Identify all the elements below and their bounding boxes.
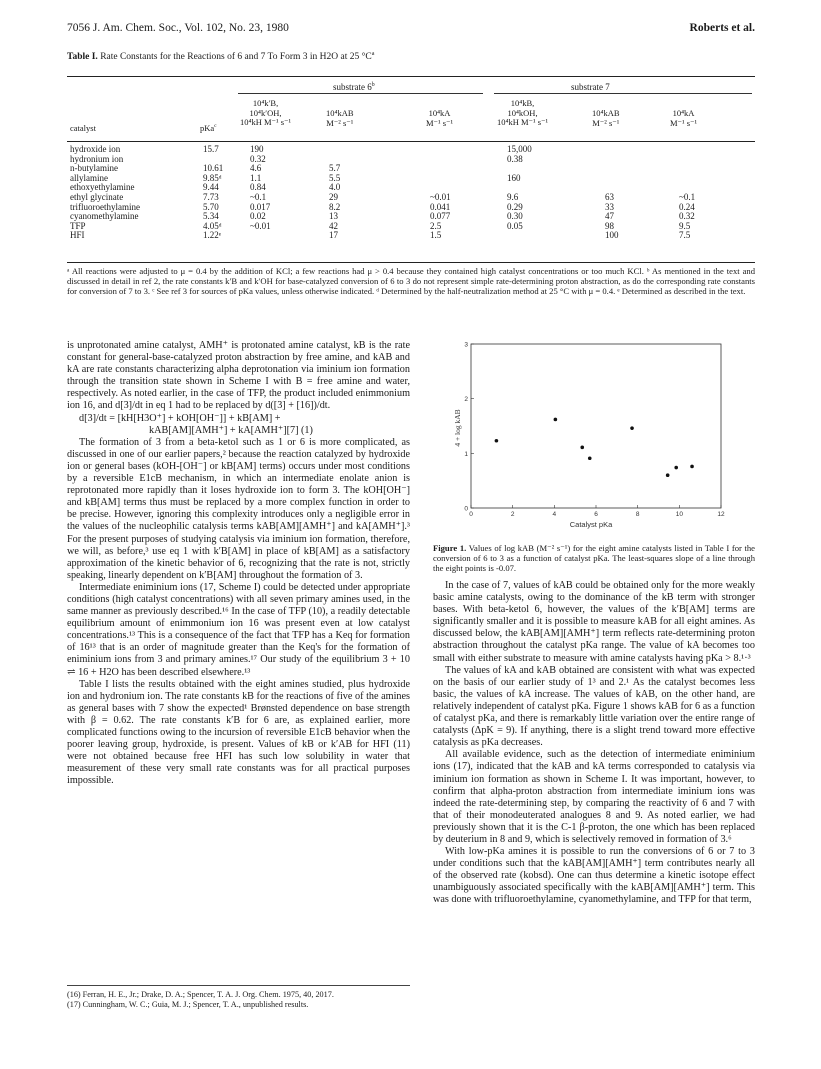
table-cell-pka: 5.34: [203, 211, 219, 222]
paragraph: Table I lists the results obtained with the eight amines studied, plus hydroxide ion and hydronium ion. The rate constants kB for the reactions of five of the amines as general bases with 7 show the expected¹ Brønsted dependence on base strength with β = 0.62. The rate constants k′B for 6 are, as explained earlier, more complicated functions owing to the incursion of reversible E1cB behavior when the poorer leaving group, hydroxide, is present. Values of kB or k′AB for HFI (11) were not obtained because free HFI has such low solubility in water that measurement of these very small rate constants was for all practical purposes impossible.: [67, 678, 410, 787]
figure-caption-text: Values of log kAB (M⁻² s⁻¹) for the eight amine catalysts listed in Table I for the conversion of 6 to 3 as a function of catalyst pKa. The least-squares slope of a line through the eight points is -0.07.: [433, 543, 755, 574]
table-cell-ka7: 0.32: [679, 211, 695, 222]
table-cell-kab6: 5.7: [329, 163, 341, 174]
data-point: [674, 466, 678, 470]
table-cell-ka6: 0.077: [430, 211, 451, 222]
paragraph: The formation of 3 from a beta-ketol such as 1 or 6 is more complicated, as discussed in one of our earlier papers,² because the reaction catalyzed by hydroxide ion or general bases (kOH-[OH⁻] or kB[AM] terms) occurs under most conditions by a reversible E1cB mechanism, in which an intermediate enolate anion is reprotonated more rapidly than it loses hydroxide ion to form 3. The kOH[OH⁻] and kB[AM] terms thus must be replaced by a more complex function in order to be precise. However, ignoring this complexity introduces only a negligible error in the values of the nucleophilic catalysis terms kAB[AM][AMH⁺] and kA[AMH⁺].³ For the present purposes of studying catalysis via iminium ion formation, therefore, we will, as before,³ use eq 1 with k′B[AM] in place of kB[AM] as a satisfactory approximation of the kinetic behavior of 6, recognizing that the rate is not, strictly speaking, linearly dependent on k′B[AM] throughout the formation of 3.: [67, 436, 410, 581]
table-cell-pka: 7.73: [203, 191, 219, 202]
table-cell-pka: 15.7: [203, 144, 219, 154]
data-point: [580, 446, 584, 450]
table-cell-kab7: 33: [605, 201, 614, 212]
y-tick-label: 3: [464, 342, 468, 349]
table-row: [67, 164, 755, 174]
table-caption: [67, 52, 375, 62]
x-tick-label: 12: [717, 511, 725, 518]
table-row: [67, 145, 755, 155]
journal-citation: 7056 J. Am. Chem. Soc., Vol. 102, No. 23, 1980: [67, 22, 289, 34]
table-top-rule: [67, 76, 755, 77]
table-bottom-rule: [67, 262, 755, 263]
table-cell-kab6: 17: [329, 230, 338, 241]
right-column: [433, 580, 755, 907]
table-cell-kab6: 5.5: [329, 172, 341, 183]
figure-caption-label: Figure 1.: [433, 543, 467, 553]
x-tick-label: 10: [675, 511, 683, 518]
table-cell-kb7: 0.29: [507, 201, 523, 212]
y-tick-label: 2: [464, 396, 468, 404]
table-cell-pka: 9.85ᵈ: [203, 172, 222, 183]
y-tick-label: 1: [464, 450, 468, 458]
table-cell-kab7: 98: [605, 220, 614, 231]
table-cell-ka6: 0.041: [430, 201, 451, 212]
reference-16: (16) Ferran, H. E., Jr.; Drake, D. A.; Spencer, T. A. J. Org. Chem. 1975, 40, 2017.: [67, 990, 334, 999]
x-tick-label: 4: [552, 511, 557, 518]
plot-frame: [471, 344, 721, 508]
table-cell-kb7: 0.38: [507, 153, 523, 164]
paragraph: All available evidence, such as the detection of intermediate eniminium ions (17), indicated that the kAB and kA terms corresponded to catalysis via iminium ion formation as shown in Scheme I. It was important, however, to confirm that alpha-proton abstraction from intermediate iminium ions was indeed the rate-determining step, by comparing the reactivity of 6 and 7 with that of their monodeuterated analogues 8 and 9. As noted earlier, we had previously shown that it is the C-1 β-proton, the one which has been replaced by deuterium in 8 and 9, which is selectively removed in formation of 3.⁶: [433, 749, 755, 845]
x-tick-label: 0: [469, 511, 473, 518]
table-cell-cat: cyanomethylamine: [70, 211, 139, 222]
table-cell-cat: HFI: [70, 230, 85, 241]
table-cell-kab6: 4.0: [329, 182, 341, 193]
group-header-substrate-7: substrate 7: [571, 82, 610, 92]
table-cell-kb6: 1.1: [250, 172, 262, 183]
table-cell-cat: TFP: [70, 220, 86, 231]
paragraph: With low-pKa amines it is possible to run the conversions of 6 or 7 to 3 under conditions such that the kAB[AM][AMH⁺] term contributes nearly all of the observed rate (kobsd). One can thus determine a kinetic isotope effect unambiguously associated specifically with the kAB[AM][AMH⁺] term. This was done with trifluoroethylamine, cyanomethylamine, and TFP for that term,: [433, 846, 755, 906]
reference-17: (17) Cunningham, W. C.; Guia, M. J.; Spencer, T. A., unpublished results.: [67, 999, 309, 1009]
table-cell-pka: 5.70: [203, 201, 219, 212]
table-caption-text: Rate Constants for the Reactions of 6 and 7 To Form 3 in H2O at 25 °C: [100, 52, 372, 62]
left-column: [67, 340, 410, 787]
table-cell-kb6: 4.6: [250, 163, 262, 174]
table-cell-ka6: 1.5: [430, 230, 442, 241]
table-row: [67, 174, 755, 184]
table-cell-kab6: 13: [329, 211, 338, 222]
col-header-catalyst: catalyst: [70, 123, 96, 133]
table-cell-cat: allylamine: [70, 172, 108, 183]
table-cell-pka: 9.44: [203, 182, 219, 193]
data-point: [690, 465, 694, 469]
table-row: [67, 212, 755, 222]
table-cell-kb6: 0.02: [250, 211, 266, 222]
table-cell-kab6: 8.2: [329, 201, 341, 212]
table-row: [67, 231, 755, 241]
table-caption-sup: a: [371, 50, 375, 57]
table-cell-kb7: 9.6: [507, 191, 519, 202]
data-point: [666, 473, 670, 477]
table-cell-ka7: 7.5: [679, 230, 691, 241]
table-cell-ka7: ~0.1: [679, 191, 696, 202]
figure-1-scatter-plot: [451, 342, 729, 520]
y-axis-label: 4 + log kAB: [453, 409, 462, 447]
table-cell-kb7: 0.05: [507, 220, 523, 231]
table-row: [67, 155, 755, 165]
table-cell-kab7: 63: [605, 191, 614, 202]
table-cell-ka7: 9.5: [679, 220, 691, 231]
data-point: [495, 439, 499, 443]
paragraph: The values of kA and kAB obtained are consistent with what was expected on the basis of our earlier study of 1³ and 2.¹ As the catalyst becomes less basic, the values of kA increase. The values of kAB, on the other hand, are relatively independent of catalyst pKa. Figure 1 shows kAB for 6 as a function of catalyst pKa, and there is remarkably little variation over the entire range of catalysts (ΔpK = 9). If anything, there is a slight trend toward more effective catalysis as pKa decreases.: [433, 664, 755, 749]
table-caption-label: Table I.: [67, 52, 98, 62]
table-cell-ka7: 0.24: [679, 201, 695, 212]
table-cell-kab7: 100: [605, 230, 619, 241]
col-header-pka: pKa$^c$: [200, 123, 217, 133]
table-cell-kab6: 42: [329, 220, 338, 231]
table-cell-ka6: 2.5: [430, 220, 442, 231]
col-header-kb7: 10⁴kB, 10⁴kOH, 10⁴kH M⁻¹ s⁻¹: [497, 98, 549, 127]
table-body: [67, 145, 755, 241]
col-header-ka7: 10⁴kA M⁻¹ s⁻¹: [670, 108, 698, 128]
table-cell-pka: 10.61: [203, 163, 224, 174]
table-cell-cat: hydronium ion: [70, 153, 124, 164]
table-row: [67, 222, 755, 232]
x-axis-label: Catalyst pKa: [569, 520, 613, 529]
data-point: [554, 418, 558, 422]
table-row: [67, 193, 755, 203]
table-cell-kb6: 0.84: [250, 182, 266, 193]
table-cell-kb6: ~0.01: [250, 220, 271, 231]
paragraph: In the case of 7, values of kAB could be obtained only for the more weakly basic amine catalysts, owing to the dominance of the kB term with stronger bases. With beta-ketol 6, however, the values of the k′B[AM] terms are significantly smaller and it is possible to measure kAB for all eight amines. As discussed below, the kAB[AM][AMH⁺] term reflects rate-determining proton abstraction throughout the catalyst pKa range. The value of kA becomes too small with either substrate to measure with amine catalysts having pKa > 8.¹·³: [433, 580, 755, 664]
table-cell-kb6: 0.017: [250, 201, 271, 212]
table-cell-kb7: 0.30: [507, 211, 523, 222]
x-tick-label: 6: [594, 511, 598, 518]
col-header-kb6: 10⁴k′B, 10⁴k′OH, 10⁴kH M⁻¹ s⁻¹: [240, 98, 292, 127]
footnote-references: [67, 985, 410, 1009]
table-cell-kb7: 160: [507, 172, 521, 183]
table-cell-cat: n-butylamine: [70, 163, 118, 174]
table-cell-cat: ethoxyethylamine: [70, 182, 135, 193]
table-cell-kb6: ~0.1: [250, 191, 267, 202]
x-tick-label: 8: [635, 511, 640, 518]
table-cell-kb6: 190: [250, 144, 264, 154]
paragraph: is unprotonated amine catalyst, AMH⁺ is protonated amine catalyst, kB is the rate constant for general-base-catalyzed proton abstraction by free amine, and kAB and kA are rate constants characterizing alpha deprotonation via iminium ion formation through the transition state shown in Scheme I with B = free amine and water, respectively. As noted earlier, in the case of TFP, the product included enimmonium ion 16, and d[3]/dt in eq 1 had to be replaced by d([3] + [16])/dt.: [67, 340, 410, 412]
table-row: [67, 183, 755, 193]
x-tick-label: 2: [510, 511, 515, 518]
table-header-rule: [67, 141, 755, 142]
paragraph: Intermediate eniminium ions (17, Scheme I) could be detected under appropriate conditions (high catalyst concentrations) with all seven primary amines used, in the same manner as previously described.¹⁶ In the case of TFP (10), a readily detectable equilibrium amount of enimmonium ion 16 was present even at low catalyst concentrations.¹³ This is a consequence of the fact that TFP has a Keq for formation of 16¹³ that is an order of magnitude greater than the Keq's for the formation of eniminium ions from 3 and primary amines.¹⁷ Our study of the equilibrium 3 + 10 ⇌ 16 + H2O has been described elsewhere.¹³: [67, 581, 410, 678]
running-header: [67, 22, 755, 38]
table-cell-cat: trifluoroethylamine: [70, 201, 140, 212]
table-footnotes: ᵃ All reactions were adjusted to μ = 0.4 by the addition of KCl; a few reactions had μ > 0.4 because they contained high catalyst concentrations or too much KCl. ᵇ As mentioned in the text and discussed in detail in ref 2, the rate constants k′B and k′OH for base-catalyzed conversion of 6 to 3 do not represent simple rate-determining proton abstraction, as do the corresponding rate constants for conversion of 7 to 3. ᶜ See ref 3 for sources of pKa values, unless otherwise indicated. ᵈ Determined by the half-neutralization method at 25 °C with μ = 0.4. ᵉ Determined as described in the text.: [67, 266, 755, 297]
table-cell-pka: 1.22ᵉ: [203, 230, 222, 241]
equation-1-line-1: d[3]/dt = [kH[H3O⁺] + kOH[OH⁻]] + kB[AM] +: [79, 412, 281, 424]
group-rule-7: [494, 93, 752, 94]
table-cell-kb6: 0.32: [250, 153, 266, 164]
table-cell-pka: 4.05ᵈ: [203, 220, 222, 231]
equation-1-line-2: kAB[AM][AMH⁺] + kA[AMH⁺][7] (1): [149, 424, 313, 436]
table-cell-cat: hydroxide ion: [70, 144, 121, 154]
author-running-head: Roberts et al.: [689, 22, 755, 34]
group-header-substrate-6: substrate 6$^b$: [333, 82, 375, 92]
y-tick-label: 0: [464, 505, 468, 513]
col-header-kab6: 10⁴kAB M⁻² s⁻¹: [326, 108, 354, 128]
data-point: [630, 426, 634, 430]
table-row: [67, 203, 755, 213]
table-cell-ka6: ~0.01: [430, 191, 451, 202]
table-cell-cat: ethyl glycinate: [70, 191, 124, 202]
col-header-ka6: 10⁴kA M⁻¹ s⁻¹: [426, 108, 454, 128]
col-header-kab7: 10⁴kAB M⁻² s⁻¹: [592, 108, 620, 128]
table-cell-kab6: 29: [329, 191, 338, 202]
table-cell-kb7: 15,000: [507, 144, 532, 154]
figure-1-caption: [433, 543, 755, 574]
group-rule-6: [238, 93, 483, 94]
data-point: [588, 456, 592, 460]
table-cell-kab7: 47: [605, 211, 614, 222]
